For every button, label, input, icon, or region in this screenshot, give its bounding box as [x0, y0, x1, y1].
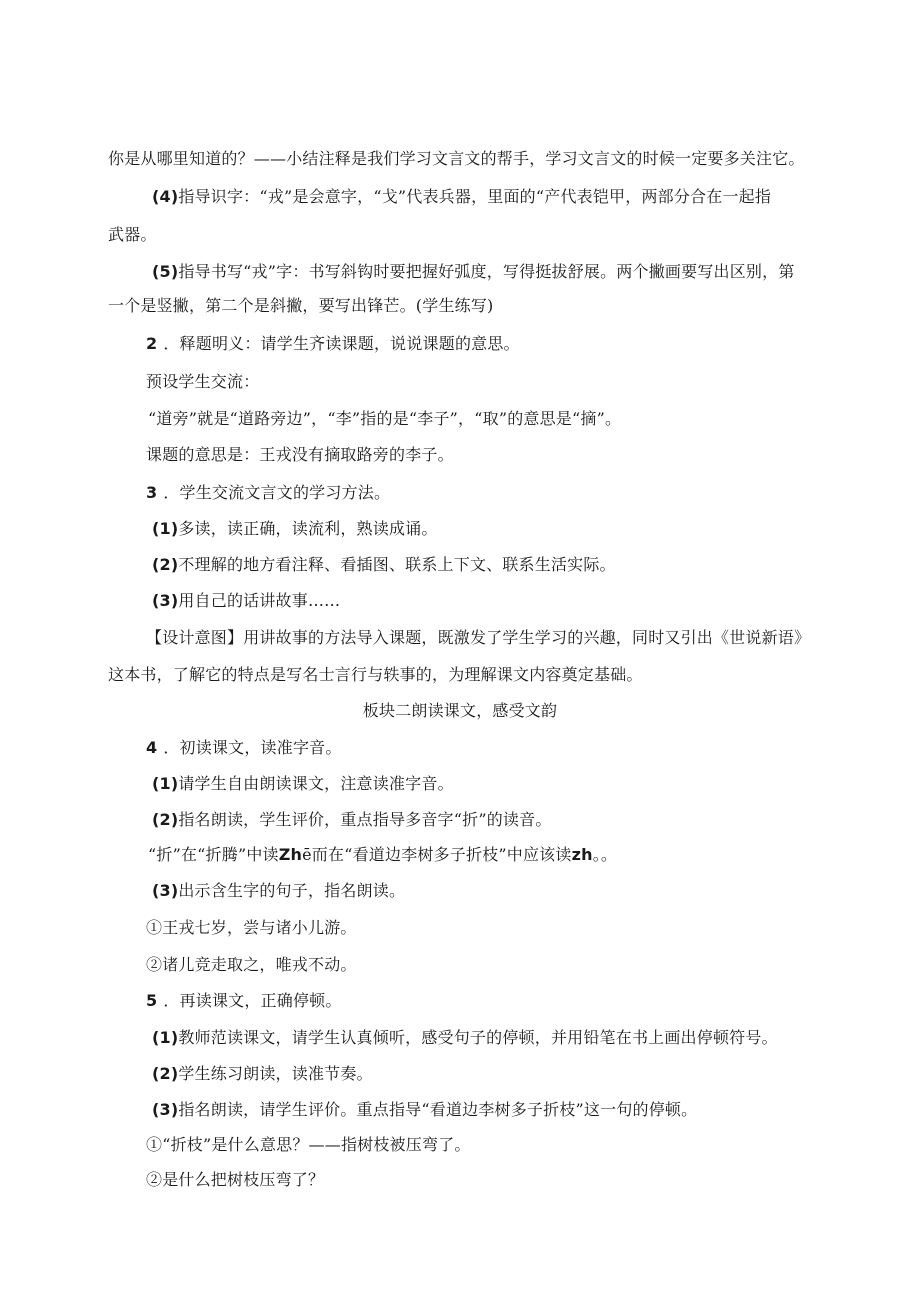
section-heading [146, 991, 342, 1011]
item-number: (5) [152, 262, 179, 281]
paragraph-line [108, 665, 643, 685]
paragraph-line [152, 1100, 697, 1120]
paragraph-line [152, 774, 454, 794]
line-text: 请学生自由朗读课文，注意读准字音。 [178, 774, 454, 793]
line-text: 一个是竖撇，第二个是斜撇，要写出锋芒。(学生练写) [108, 296, 494, 315]
paragraph-line [146, 445, 454, 465]
item-number: (4) [152, 187, 179, 206]
line-text: 不理解的地方看注释、看插图、联系上下文、联系生活实际。 [178, 555, 616, 574]
paragraph-line [152, 262, 795, 282]
line-text: ．再读课文，正确停顿。 [163, 991, 342, 1010]
section-heading [146, 483, 390, 503]
paragraph-line [152, 555, 616, 575]
line-text: 出示含生字的句子，指名朗读。 [178, 881, 406, 900]
paragraph-line [146, 955, 357, 975]
item-number: (2) [152, 810, 179, 829]
line-text: ②诸儿竞走取之，唯戎不动。 [146, 955, 357, 974]
paragraph-line [148, 409, 621, 429]
paragraph-line [152, 187, 771, 207]
line-text: “道旁”就是“道路旁边”，“李”指的是“李子”，“取”的意思是“摘”。 [148, 409, 622, 428]
paragraph-line [146, 918, 357, 938]
line-text: 。。 [592, 845, 618, 864]
line-text: 指名朗读，请学生评价。重点指导“看道边李树多子折枝”这一句的停顿。 [178, 1100, 698, 1119]
line-text: ②是什么把树枝压弯了？ [146, 1170, 325, 1189]
paragraph-line [152, 1064, 373, 1084]
line-text: 课题的意思是：王戎没有摘取路旁的李子。 [146, 445, 454, 464]
line-text: “折”在“折腾”中读 [148, 845, 279, 864]
line-text: 指名朗读，学生评价，重点指导多音字“折”的读音。 [178, 810, 552, 829]
paragraph-line [108, 225, 157, 245]
item-number: 4 [146, 738, 158, 757]
line-text: ①王戎七岁，尝与诸小儿游。 [146, 918, 357, 937]
item-number: (2) [152, 1064, 179, 1083]
section-heading [146, 738, 342, 758]
item-number: (3) [152, 881, 179, 900]
paragraph-line [146, 372, 259, 392]
line-text: 这本书，了解它的特点是写名士言行与轶事的，为理解课文内容奠定基础。 [108, 665, 643, 684]
item-number: (1) [152, 774, 179, 793]
item-number: 5 [146, 991, 158, 1010]
design-intent-line [146, 628, 810, 648]
paragraph-line [146, 1170, 324, 1190]
item-number: (1) [152, 519, 179, 538]
item-number: 2 [146, 334, 158, 353]
line-text: 教师范读课文，请学生认真倾听，感受句子的停顿，并用铅笔在书上画出停顿符号。 [178, 1028, 778, 1047]
line-text: 指导书写“戎”字：书写斜钩时要把握好弧度，写得挺拔舒展。两个撇画要写出区别，第 [178, 262, 795, 281]
line-text: ．初读课文，读准字音。 [163, 738, 342, 757]
item-number: (3) [152, 591, 179, 610]
line-text: 你是从哪里知道的？——小结注释是我们学习文言文的帮手，学习文言文的时候一定要多关注它。 [108, 149, 805, 168]
paragraph-line [152, 1028, 778, 1048]
line-text: ē而在“看道边李树多子折枝”中应该读 [302, 845, 572, 864]
paragraph-line [108, 296, 494, 316]
item-number: (3) [152, 1100, 179, 1119]
item-number: 3 [146, 483, 158, 502]
line-text: 预设学生交流： [146, 372, 260, 391]
module-heading [0, 701, 920, 721]
paragraph-line [148, 845, 617, 865]
paragraph-line [152, 810, 552, 830]
item-number: (2) [152, 555, 179, 574]
paragraph-line [152, 519, 438, 539]
line-text: 板块二朗读课文，感受文韵 [362, 701, 558, 720]
line-text: 用自己的话讲故事…… [178, 591, 341, 610]
line-text: ．学生交流文言文的学习方法。 [163, 483, 391, 502]
line-text: 多读，读正确，读流利，熟读成诵。 [178, 519, 438, 538]
pinyin-bold: zh [571, 845, 593, 864]
paragraph-line [146, 1135, 471, 1155]
paragraph-line [152, 881, 405, 901]
line-text: 指导识字：“戎”是会意字，“戈”代表兵器，里面的“产代表铠甲，两部分合在一起指 [178, 187, 772, 206]
line-text: 学生练习朗读，读准节奏。 [178, 1064, 373, 1083]
section-heading [146, 334, 520, 354]
paragraph-line [108, 149, 805, 169]
line-text: 武器。 [108, 225, 157, 244]
paragraph-line [152, 591, 340, 611]
line-text: 【设计意图】用讲故事的方法导入课题，既激发了学生学习的兴趣，同时又引出《世说新语》 [146, 628, 811, 647]
item-number: (1) [152, 1028, 179, 1047]
line-text: ①“折枝”是什么意思？——指树枝被压弯了。 [146, 1135, 471, 1154]
line-text: ．释题明义：请学生齐读课题，说说课题的意思。 [163, 334, 520, 353]
pinyin-bold: Zh [278, 845, 303, 864]
